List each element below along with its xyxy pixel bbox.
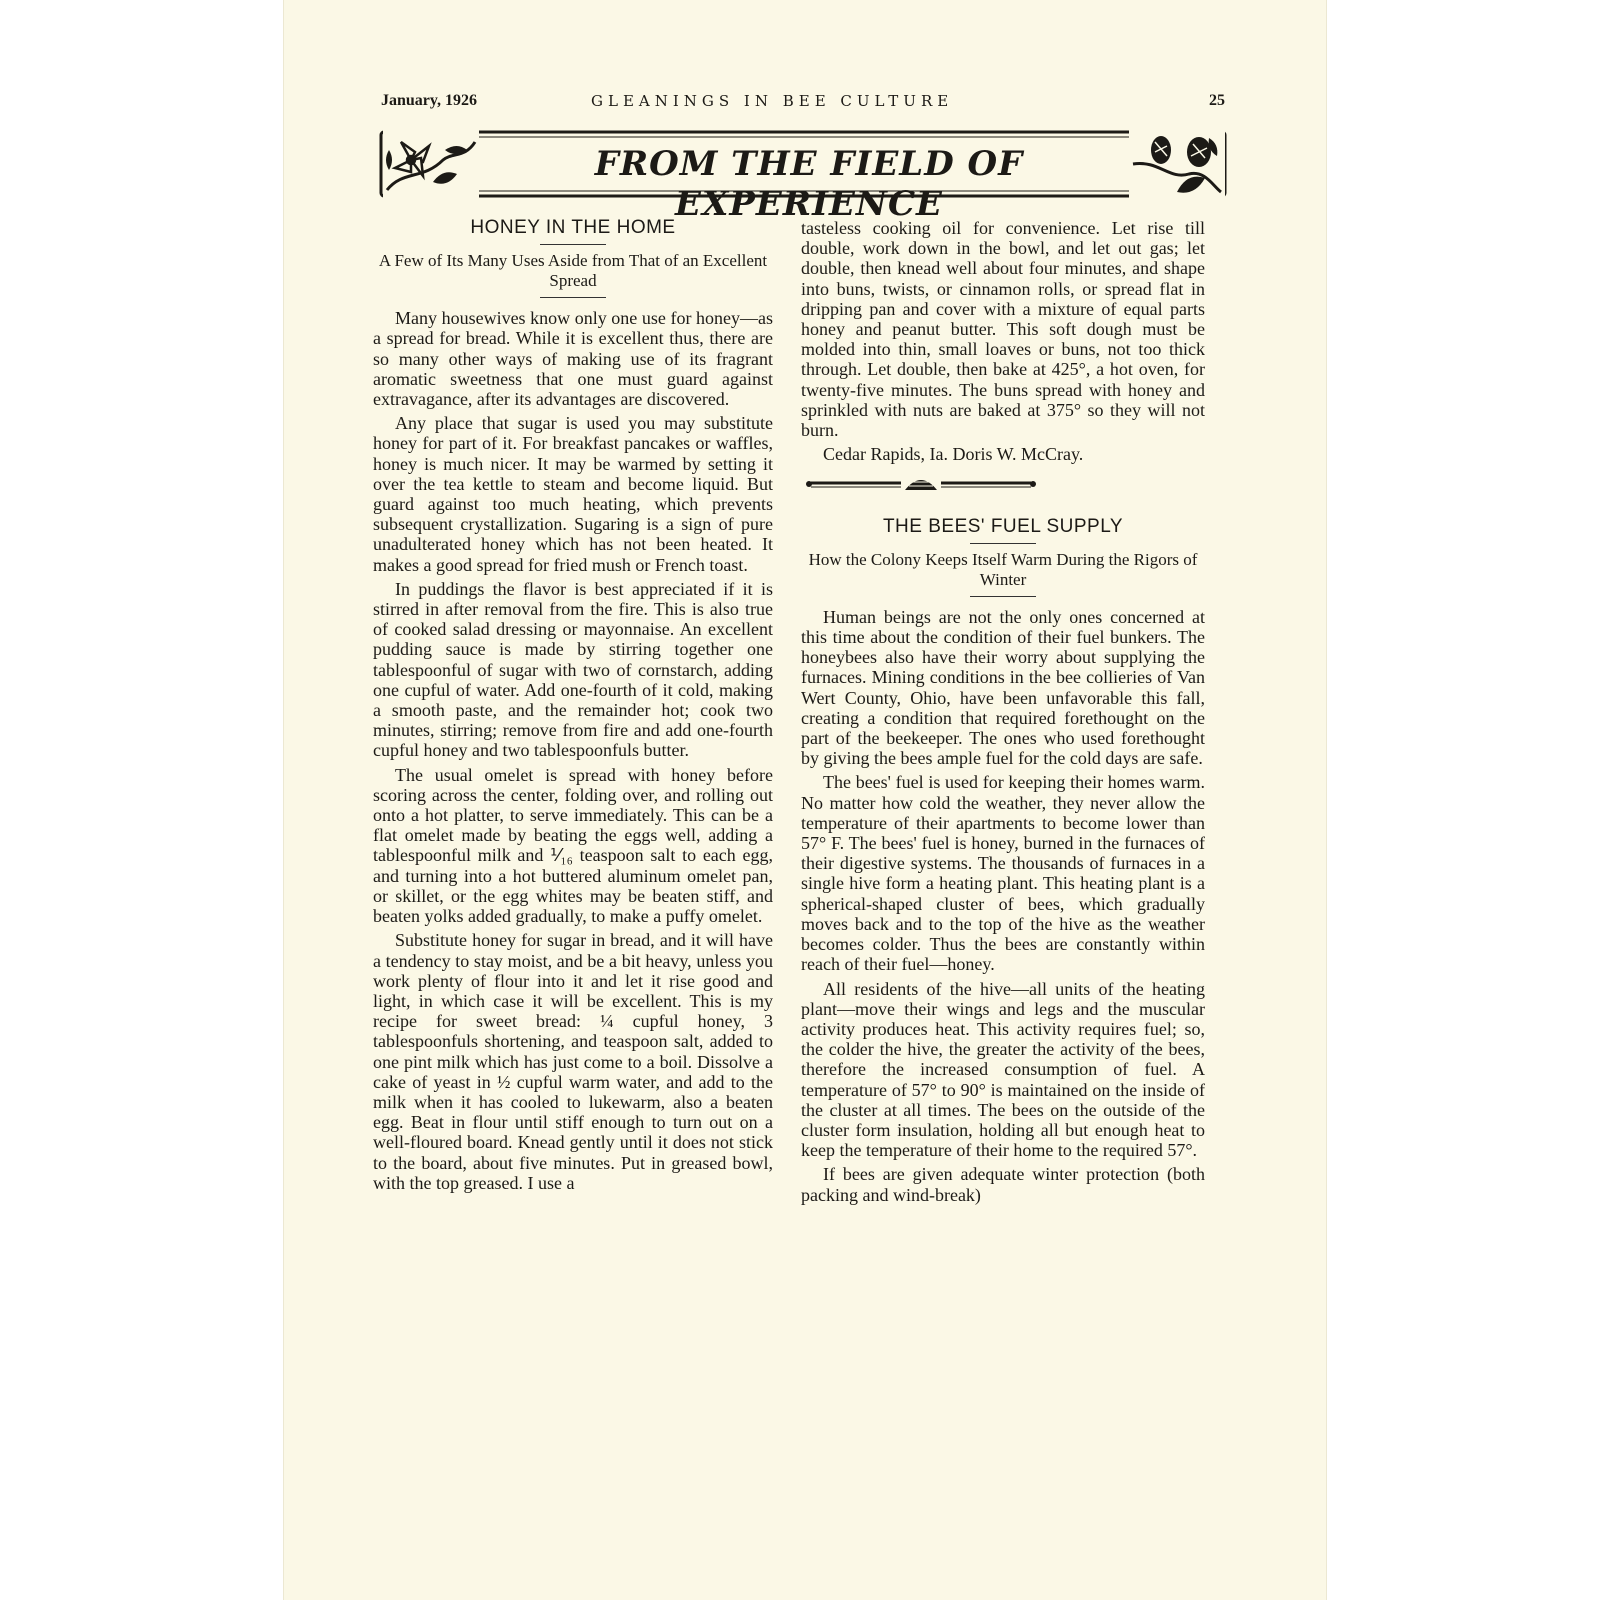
heading-rule [970,543,1036,544]
journal-title: GLEANINGS IN BEE CULTURE [591,92,954,110]
paragraph: The bees' fuel is used for keeping their homes warm. No matter how cold the weather, they never allow the temperature of their apartments to become lower than 57° F. The bees' fuel is honey, burned in the furnaces of their digestive systems. The thousands of furnaces in a single hive form a heating plant. This heating plant is a spherical-shaped cluster of bees, which gradually moves back and to the top of the hive as the weather becomes colder. Thus the bees are constantly within reach of their fuel—honey. [801,772,1205,975]
magazine-page [283,0,1327,1600]
column-left [373,218,773,1197]
banner-title: FROM THE FIELD OF EXPERIENCE [594,144,1024,224]
article-subheading: How the Colony Keeps Itself Warm During the Rigors of Winter [808,549,1198,589]
paragraph: Any place that sugar is used you may substitute honey for part of it. For breakfast pancakes or waffles, honey is much nicer. It may be warmed by setting it over the tea kettle to steam and become liquid. But guard against too much heating, which prevents subsequent crystallization. Sugaring is a sign of pure unadulterated honey which has not been heated. It makes a good spread for fried mush or French toast. [373,413,773,575]
running-head [381,92,1225,116]
paragraph: The usual omelet is spread with honey before scoring across the center, folding over, and rolling out onto a hot platter, to serve immediately. This can be a flat omelet made by beating the eggs well, adding a tablespoonful milk and ⅟₁₆ teaspoon salt to each egg, and turning into a hot buttered aluminum omelet pan, or skillet, or the egg whites may be beaten stiff, and beaten yolks added gradually, to make a puffy omelet. [373,764,773,927]
article-heading: HONEY IN THE HOME [470,217,676,238]
author-signature: Cedar Rapids, Ia. Doris W. McCray. [823,444,1084,465]
paragraph: All residents of the hive—all units of the heating plant—move their wings and legs and the muscular activity produces heat. This activity requires fuel; so, the colder the hive, the greater the activity of the bees, therefore the increased consumption of fuel. A temperature of 57° to 90° is maintained on the inside of the cluster at all times. The bees on the outside of the cluster form insulation, holding all but enough heat to keep the temperature of their home to the required 57°. [801,978,1205,1161]
paragraph: Substitute honey for sugar in bread, and it will have a tendency to stay moist, and be a bit heavy, unless you work plenty of flour into it and let it rise good and light, in which case it will be excellent. This is my recipe for sweet bread: ¼ cupful honey, 3 tablespoonfuls shortening, and teaspoon salt, added to one pint milk which has just come to a boil. Dissolve a cake of yeast in ½ cupful warm water, and add to the milk when it has cooled to lukewarm, also a beaten egg. Beat in flour until stiff enough to turn out on a well-floured board. Knead gently until it does not stick to the board, about five minutes. Put in greased bowl, with the top greased. I use a [373,930,773,1193]
column-right [801,218,1205,1209]
paragraph: Many housewives know only one use for honey—as a spread for bread. While it is excellent thus, there are so many other ways of making use of its fragrant aromatic sweetness that one must guard against extravagance, after its advantages are discovered. [373,308,773,410]
subheading-rule [540,297,606,298]
paragraph: If bees are given adequate winter protection (both packing and wind-break) [801,1164,1205,1205]
heading-rule [540,244,606,245]
beehive-divider-icon [801,474,1041,492]
flower-ornament-icon [383,130,479,198]
article-subheading: A Few of Its Many Uses Aside from That of an Excellent Spread [378,251,768,291]
section-banner [379,128,1227,224]
paragraph: Human beings are not the only ones concerned at this time about the condition of their fuel bunkers. The honeybees also have their worry about supplying the furnaces. Mining conditions in the bee collieries of Van Wert County, Ohio, have been unfavorable this fall, creating a condition that required forethought on the part of the beekeeper. The ones who used forethought by giving the bees ample fuel for the cold days are safe. [801,606,1205,769]
article-heading: THE BEES' FUEL SUPPLY [882,515,1124,537]
paragraph-continued: tasteless cooking oil for convenience. Let rise till double, work down in the bowl, and let out gas; let double, then knead well about four minutes, and shape into buns, twists, or cinnamon rolls, or spread flat in dripping pan and cover with a mixture of equal parts honey and peanut butter. This soft dough must be molded into thin, small loaves or buns, not too thick through. Let double, then bake at 425°, a hot oven, for twenty-five minutes. The buns spread with honey and sprinkled with nuts are baked at 375° so they will not burn. [801,218,1205,441]
issue-date: January, 1926 [381,92,478,109]
paragraph: In puddings the flavor is best appreciated if it is stirred in after removal from the fire. This is also true of cooked salad dressing or mayonnaise. An excellent pudding sauce is made by stirring together one tablespoonful of sugar with two of cornstarch, adding one cupful of water. Add one-fourth of it cold, making a smooth paste, and the remainder hot; cook two minutes, stirring; remove from fire and add one-fourth cupful honey and two tablespoonfuls butter. [373,578,773,761]
clover-ornament-icon [1129,130,1225,198]
page-number: 25 [1209,92,1225,109]
subheading-rule [970,596,1036,597]
